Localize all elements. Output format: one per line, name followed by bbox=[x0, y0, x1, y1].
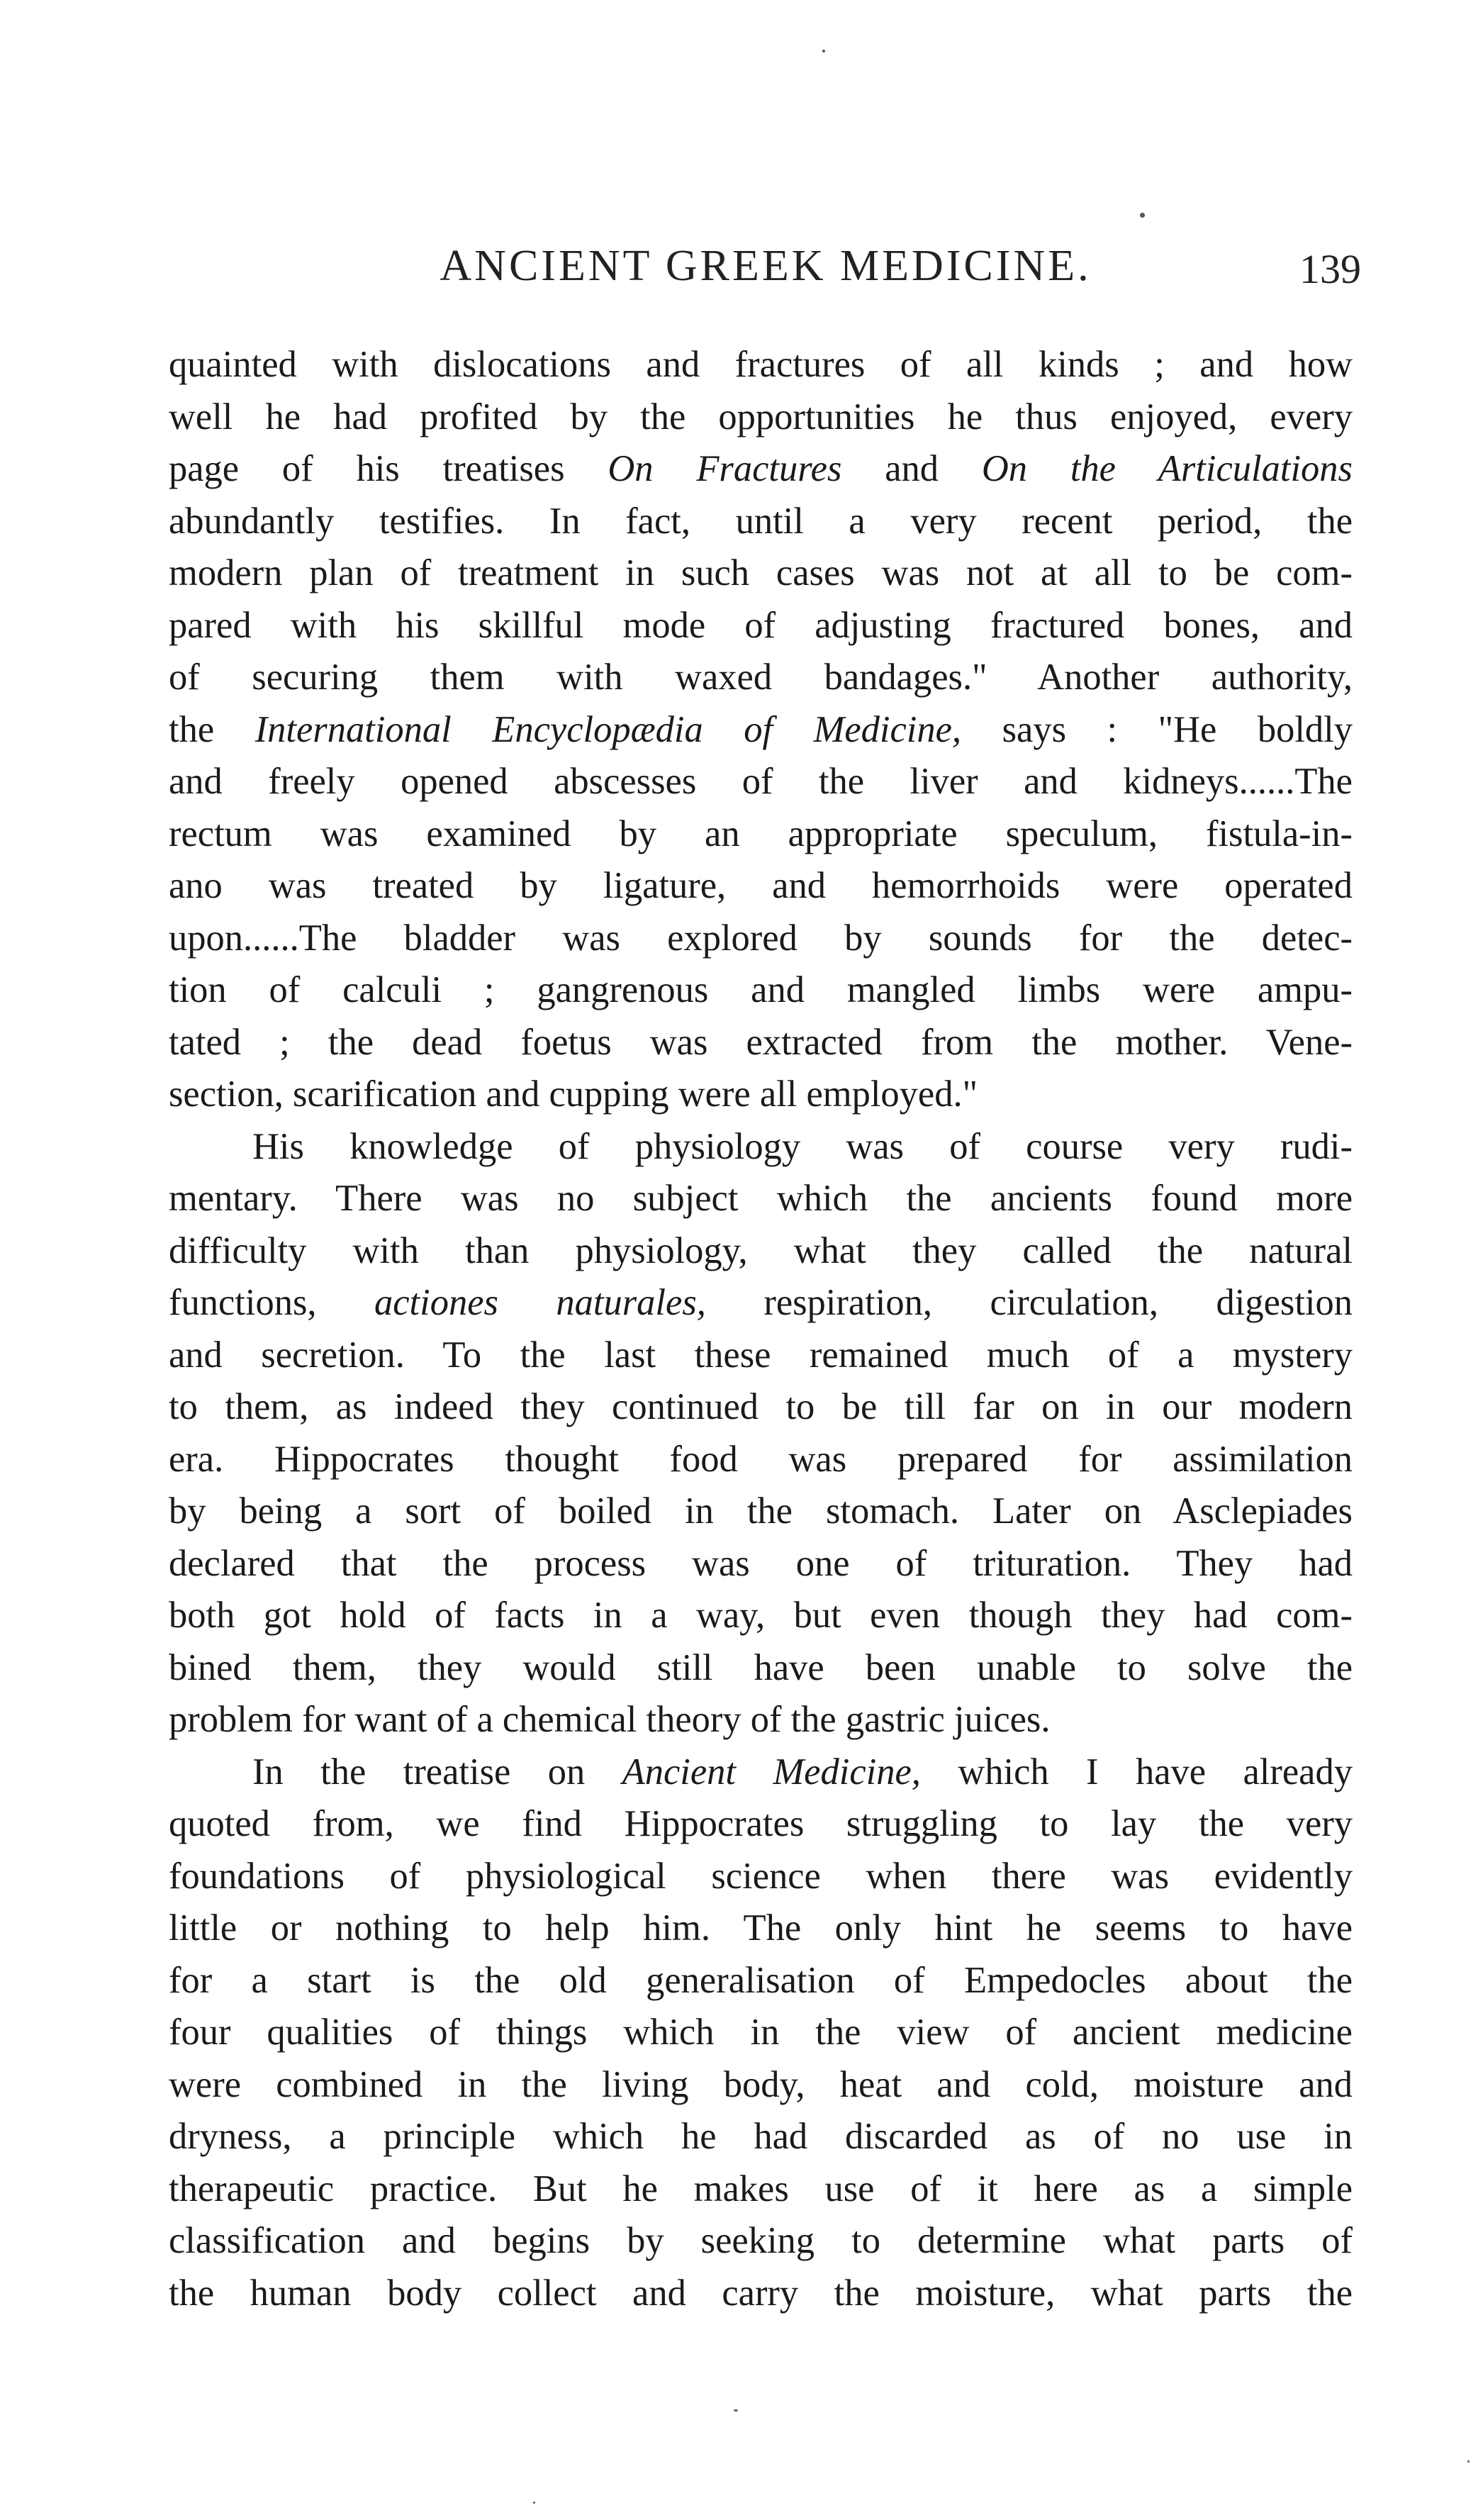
text-line: foundations of physiological science when there was evidently bbox=[169, 1855, 1353, 1897]
text-line: tion of calculi ; gangrenous and mangled limbs were ampu- bbox=[169, 969, 1353, 1010]
text-line: classification and begins by seeking to determine what parts of bbox=[169, 2220, 1353, 2261]
scan-speck bbox=[1467, 2460, 1470, 2463]
text-line: difficulty with than physiology, what they called the natural bbox=[169, 1230, 1353, 1271]
latin-term-actiones-naturales: actiones naturales, bbox=[374, 1282, 706, 1323]
text-line: declared that the process was one of trituration. They had bbox=[169, 1542, 1353, 1584]
text-line: upon......The bladder was explored by sounds for the detec- bbox=[169, 917, 1353, 959]
text-run: page of his treatises bbox=[169, 448, 608, 489]
text-line: four qualities of things which in the view of ancient medicine bbox=[169, 2012, 1353, 2053]
text-line: quoted from, we find Hippocrates struggling to lay the very bbox=[169, 1803, 1353, 1844]
book-title-ancient-medicine: Ancient Medicine, bbox=[622, 1751, 921, 1793]
text-line: pared with his skillful mode of adjusting fractured bones, and bbox=[169, 604, 1353, 646]
text-line: and freely opened abscesses of the liver and kidneys......The bbox=[169, 761, 1353, 802]
text-line: little or nothing to help him. The only hint he seems to have bbox=[169, 1907, 1353, 1948]
scan-speck bbox=[533, 2502, 535, 2504]
text-line: well he had profited by the opportunities he thus enjoyed, every bbox=[169, 396, 1353, 437]
text-run: functions, bbox=[169, 1282, 374, 1323]
text-line: therapeutic practice. But he makes use of it here as a simple bbox=[169, 2168, 1353, 2209]
paragraph-start-line: His knowledge of physiology was of course very rudi- bbox=[252, 1125, 1353, 1167]
text-run: which I have already bbox=[920, 1751, 1353, 1793]
paragraph-start-line bbox=[169, 1746, 1353, 1799]
text-line: problem for want of a chemical theory of the gastric juices. bbox=[169, 1699, 1051, 1740]
text-run: says : "He boldly bbox=[961, 708, 1353, 750]
text-line: bined them, they would still have been unable to solve the bbox=[169, 1646, 1353, 1688]
text-line: section, scarification and cupping were all employed." bbox=[169, 1074, 978, 1115]
text-line: tated ; the dead foetus was extracted from the mother. Vene- bbox=[169, 1021, 1353, 1063]
text-line: to them, as indeed they continued to be till far on in our modern bbox=[169, 1386, 1353, 1427]
text-line: both got hold of facts in a way, but even though they had com- bbox=[169, 1595, 1353, 1636]
text-run: the bbox=[169, 708, 255, 750]
text-line bbox=[169, 704, 1353, 757]
text-line bbox=[169, 1277, 1353, 1329]
book-title-on-fractures: On Fractures bbox=[608, 448, 842, 489]
text-line: by being a sort of boiled in the stomach. Later on Asclepiades bbox=[169, 1490, 1353, 1532]
text-line: of securing them with waxed bandages." Another authority, bbox=[169, 657, 1353, 698]
page-number: 139 bbox=[1299, 246, 1361, 292]
text-line: the human body collect and carry the moisture, what parts the bbox=[169, 2272, 1353, 2314]
text-line: ano was treated by ligature, and hemorrhoids were operated bbox=[169, 865, 1353, 906]
scan-speck bbox=[822, 50, 825, 52]
running-head bbox=[170, 241, 1361, 298]
text-line bbox=[169, 443, 1353, 496]
book-title-on-the-articulations: On the Articulations bbox=[981, 448, 1353, 489]
running-title: ANCIENT GREEK MEDICINE. bbox=[440, 242, 1092, 290]
body-text bbox=[169, 339, 1353, 2319]
scan-speck bbox=[734, 2409, 738, 2412]
text-line: were combined in the living body, heat and cold, moisture and bbox=[169, 2063, 1353, 2105]
text-line: modern plan of treatment in such cases was not at all to be com- bbox=[169, 552, 1353, 593]
scan-speck bbox=[1140, 213, 1145, 218]
text-run: and bbox=[841, 448, 982, 489]
text-line: rectum was examined by an appropriate speculum, fistula-in- bbox=[169, 813, 1353, 854]
text-line: for a start is the old generalisation of Empedocles about the bbox=[169, 1959, 1353, 2001]
text-line: mentary. There was no subject which the ancients found more bbox=[169, 1178, 1353, 1219]
text-line: and secretion. To the last these remained much of a mystery bbox=[169, 1334, 1353, 1376]
text-run: respiration, circulation, digestion bbox=[705, 1282, 1353, 1323]
book-title-encyclopaedia: International Encyclopædia of Medicine, bbox=[254, 708, 962, 750]
text-line: dryness, a principle which he had discarded as of no use in bbox=[169, 2116, 1353, 2157]
text-run: In the treatise on bbox=[252, 1751, 622, 1793]
text-line: abundantly testifies. In fact, until a very recent period, the bbox=[169, 500, 1353, 542]
text-line: era. Hippocrates thought food was prepared for assimilation bbox=[169, 1438, 1353, 1480]
text-line: quainted with dislocations and fractures of all kinds ; and how bbox=[169, 344, 1353, 385]
